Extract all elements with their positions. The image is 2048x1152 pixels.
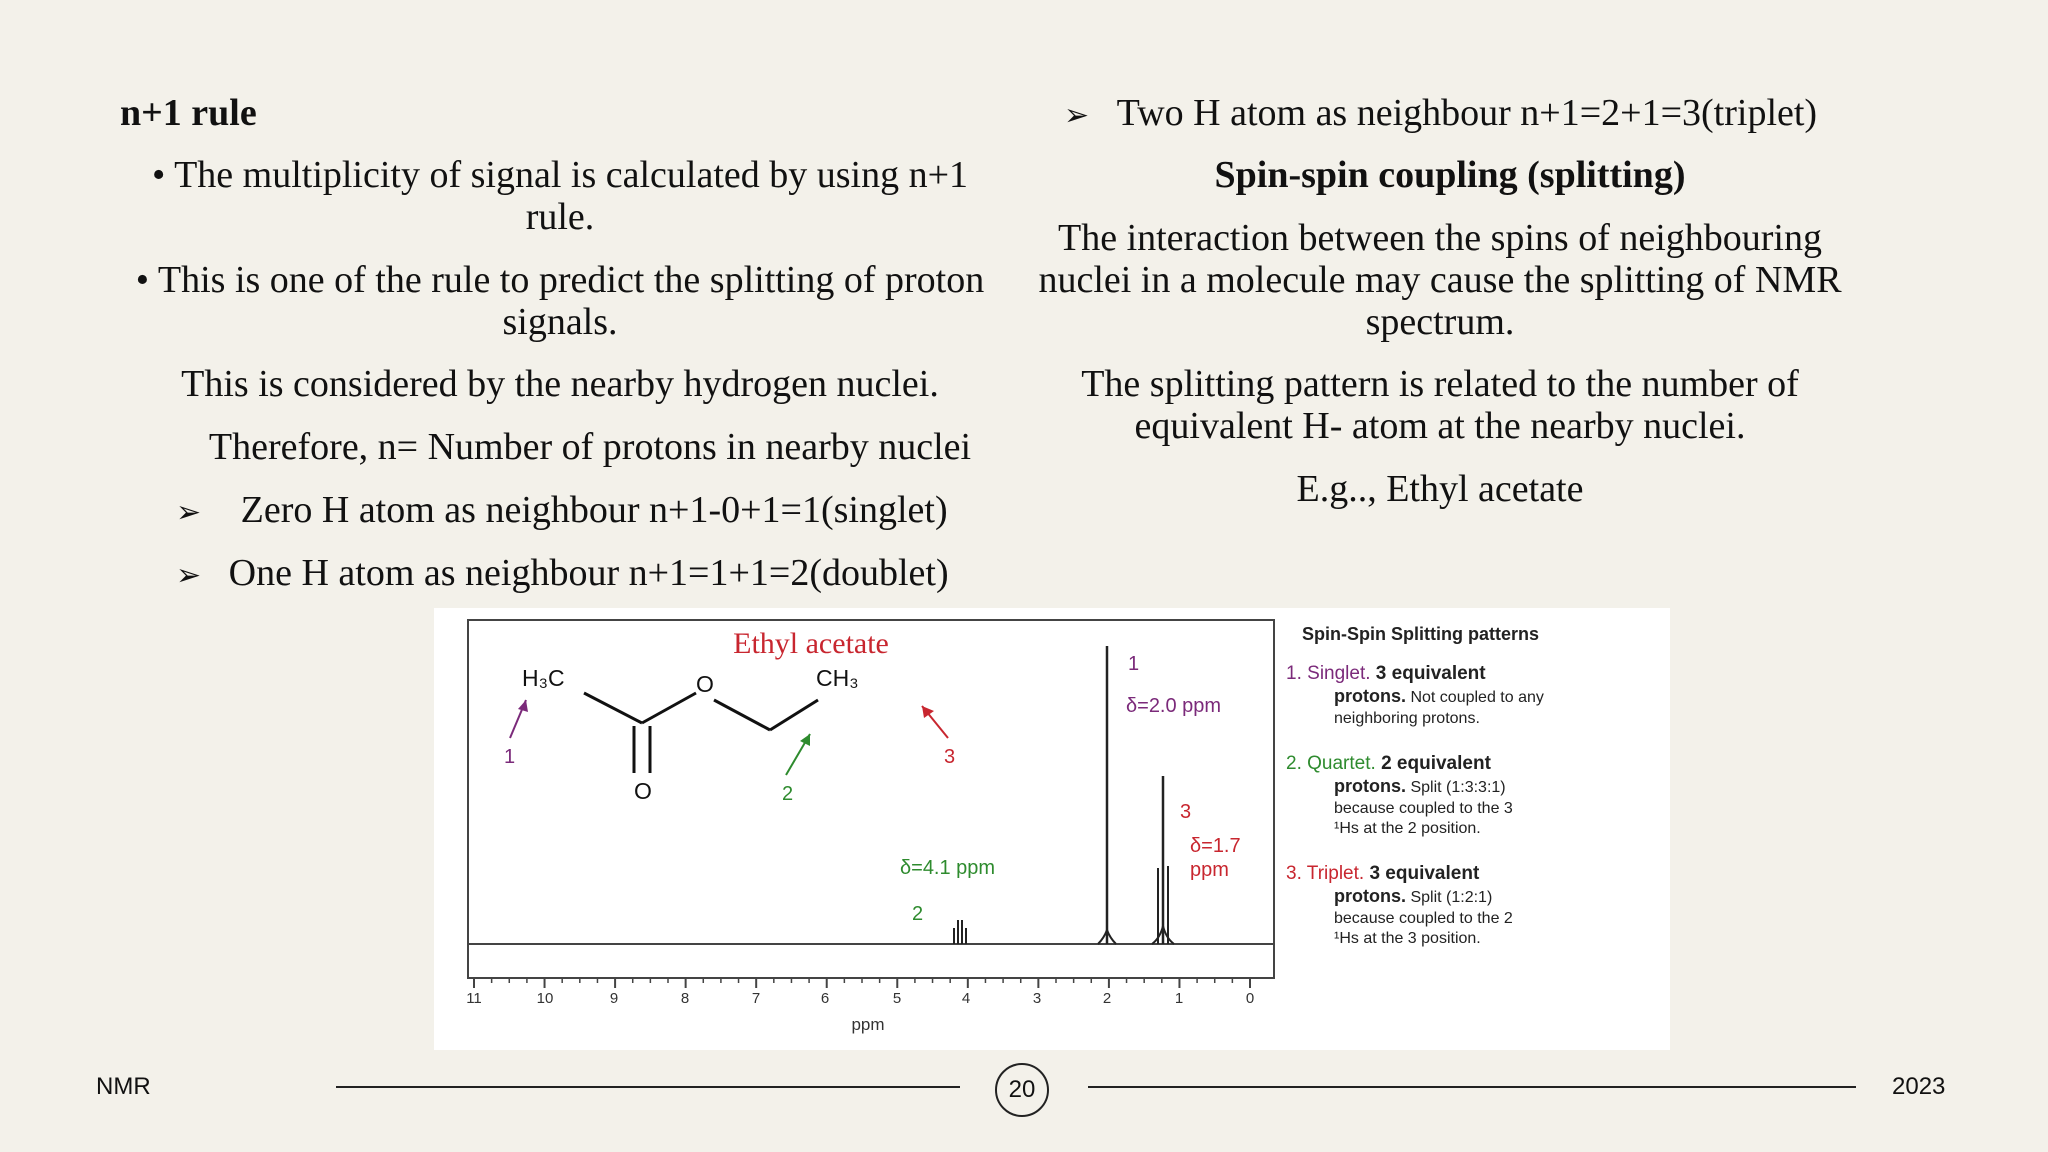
list-item-zero-h-text: Zero H atom as neighbour n+1-0+1=1(singlet) <box>240 489 948 531</box>
para-spin-line3: spectrum. <box>1365 301 1515 343</box>
bullet-multiplicity <box>120 154 1000 238</box>
pattern-quartet-protons: protons. <box>1334 776 1406 796</box>
pattern-quartet-desc: 2 equivalent <box>1381 753 1491 774</box>
pattern-quartet-num: 2. <box>1286 753 1302 774</box>
panel-title: Spin-Spin Splitting patterns <box>1302 624 1539 644</box>
bullet-splitting-rule <box>120 259 1000 343</box>
pattern-triplet-desc: 3 equivalent <box>1369 863 1480 884</box>
peak1-number: 1 <box>1128 653 1140 675</box>
bullet-multiplicity-line1: • The multiplicity of signal is calculated by using n+1 <box>151 154 969 196</box>
pattern-singlet-note: Not coupled to any <box>1410 689 1544 706</box>
tick-label: 11 <box>466 990 482 1007</box>
pattern-quartet-name: Quartet. <box>1307 753 1376 774</box>
peak2-shift: δ=4.1 ppm <box>900 857 996 879</box>
peak2-number: 2 <box>912 903 924 925</box>
para-splitting-pattern <box>990 363 1890 447</box>
page-number <box>995 1063 1049 1117</box>
position-label-1: 1 <box>504 746 516 768</box>
tick-label: 6 <box>820 990 830 1007</box>
pattern-triplet-note: Split (1:2:1) <box>1410 889 1493 906</box>
arrow-head-icon <box>518 700 528 712</box>
pattern-quartet-line4: ¹Hs at the 2 position. <box>1334 820 1481 837</box>
bullet-multiplicity-line2: rule. <box>525 196 595 238</box>
list-item-one-h <box>176 552 949 597</box>
peak1-shift: δ=2.0 ppm <box>1126 695 1222 717</box>
molecule-bonds <box>584 693 818 773</box>
para-pattern-line2: equivalent H- atom at the nearby nuclei. <box>1134 405 1746 447</box>
list-item-one-h-text: One H atom as neighbour n+1=1+1=2(doublet) <box>228 552 949 594</box>
footer-divider-left <box>336 1086 960 1088</box>
tick-label: 3 <box>1032 990 1042 1007</box>
list-item-two-h <box>1064 92 1817 137</box>
pattern-singlet-desc: 3 equivalent <box>1375 663 1486 684</box>
footer-right-label: 2023 <box>1892 1073 1946 1100</box>
pattern-triplet-line3: because coupled to the 2 <box>1334 910 1513 927</box>
pattern-quartet <box>1286 753 1666 839</box>
example-label: E.g.., Ethyl acetate <box>1296 468 1584 510</box>
position-label-2: 2 <box>782 783 794 805</box>
tick-label: 8 <box>680 990 690 1007</box>
pattern-triplet-name: Triplet. <box>1306 863 1365 884</box>
spectrum-frame <box>468 620 1274 978</box>
nmr-spectrum-figure <box>434 608 1670 1050</box>
tick-label: 2 <box>1102 990 1112 1007</box>
tick-label: 0 <box>1245 990 1255 1007</box>
list-item-two-h-text: Two H atom as neighbour n+1=2+1=3(triplet) <box>1116 92 1818 134</box>
pattern-quartet-line3: because coupled to the 3 <box>1334 800 1513 817</box>
tick-label: 5 <box>892 990 902 1007</box>
tick-label: 9 <box>609 990 619 1007</box>
list-item-zero-h <box>176 489 948 534</box>
position-label-3: 3 <box>944 746 956 768</box>
spectrum-peaks <box>954 646 1174 944</box>
footer-left-label: NMR <box>96 1073 151 1100</box>
atom-label-h3c: H₃C <box>522 665 565 691</box>
para-spin-line1: The interaction between the spins of neighbouring <box>1057 217 1822 259</box>
tick-label: 4 <box>961 990 971 1007</box>
pattern-triplet-line4: ¹Hs at the 3 position. <box>1334 930 1481 947</box>
arrow-head-icon <box>922 706 934 718</box>
figure-title: Ethyl acetate <box>733 627 889 660</box>
para-n-definition: Therefore, n= Number of protons in nearby nuclei <box>208 426 972 468</box>
pattern-triplet-protons: protons. <box>1334 886 1406 906</box>
para-spin-interaction <box>990 217 1890 343</box>
axis-label: ppm <box>851 1015 885 1034</box>
pattern-singlet-num: 1. <box>1286 663 1302 684</box>
pattern-triplet-num: 3. <box>1286 863 1302 884</box>
arrow-bullet-icon: ➢ <box>1064 98 1090 133</box>
peak3-shift-line2: ppm <box>1190 859 1229 881</box>
atom-label-o-carbonyl: O <box>634 778 652 804</box>
pattern-triplet <box>1286 863 1666 949</box>
bullet-splitting-line1: • This is one of the rule to predict the splitting of proton <box>135 259 985 301</box>
tick-label: 1 <box>1174 990 1184 1007</box>
splitting-patterns-panel <box>1286 624 1666 949</box>
pattern-quartet-note: Split (1:3:3:1) <box>1410 779 1506 796</box>
bullet-splitting-line2: signals. <box>502 301 618 343</box>
para-spin-line2: nuclei in a molecule may cause the splitting of NMR <box>1038 259 1842 301</box>
peak3-shift-line1: δ=1.7 <box>1190 835 1241 857</box>
arrow-bullet-icon: ➢ <box>176 495 202 530</box>
pattern-singlet-line3: neighboring protons. <box>1334 710 1480 727</box>
tick-label: 7 <box>751 990 761 1007</box>
para-nearby-nuclei: This is considered by the nearby hydrogen nuclei. <box>181 363 939 405</box>
atom-label-ch3: CH₃ <box>816 665 859 691</box>
page-number-text: 20 <box>1008 1076 1036 1103</box>
arrow-bullet-icon: ➢ <box>176 558 202 593</box>
pattern-singlet-protons: protons. <box>1334 686 1406 706</box>
tick-label: 10 <box>536 990 554 1007</box>
para-pattern-line1: The splitting pattern is related to the number of <box>1081 363 1799 405</box>
pattern-singlet <box>1286 663 1666 729</box>
left-heading: n+1 rule <box>120 92 257 134</box>
pattern-singlet-name: Singlet. <box>1307 663 1371 684</box>
footer-divider-right <box>1088 1086 1856 1088</box>
axis-ticks <box>474 978 1250 988</box>
atom-label-o-ether: O <box>696 671 714 697</box>
peak3-number: 3 <box>1180 801 1192 823</box>
right-heading: Spin-spin coupling (splitting) <box>1214 154 1686 196</box>
